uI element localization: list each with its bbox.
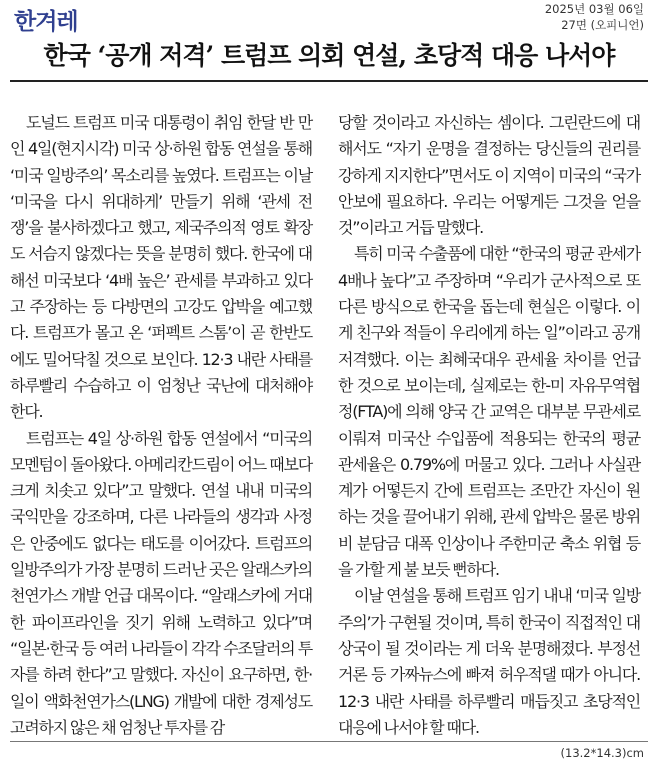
clipping-size: (13.2*14.3)cm [560, 746, 644, 760]
page-header [0, 0, 658, 34]
article-column-right [338, 110, 640, 741]
paragraph: 당할 것이라고 자신하는 셈이다. 그린란드에 대해서도 “자기 운명을 결정하는 당신들의 권리를 강하게 지지한다”면서도 이 지역이 미국의 “국가 안보에 필요하다. 우리는 어떻게든 그것을 얻을 것”이라고 거듭 말했다. [338, 113, 640, 238]
newspaper-logo: 한겨레 [14, 9, 78, 35]
issue-date: 2025년 03월 06일 [544, 2, 644, 16]
editorial-headline: 한국 ‘공개 저격’ 트럼프 의회 연설, 초당적 대응 나서야 [43, 41, 615, 70]
paragraph: 특히 미국 수출품에 대한 “한국의 평균 관세가 4배나 높다”고 주장하며 “우리가 군사적으로 또 다른 방식으로 한국을 돕는데 현실은 이렇다. 이게 친구와 적들이 우리에게 하는 일”이라고 공개 저격했다. 이는 최혜국대우 관세율 차이를 언급한 것으로 보이는데, 실제로는 한-미 자유무역협정(FTA)에 의해 양국 간 교역은 대부분 무관세로 이뤄져 미국산 수입품에 적용되는 한국의 평균 관세율은 0.79%에 머물고 있다. 그러나 사실관계가 어떻든지 간에 트럼프는 조만간 자신이 원하는 것을 끌어내기 위해, 관세 압박은 물론 방위비 분담금 대폭 인상이나 주한미군 축소 위협 등을 가할 게 불 보듯 뻔하다. [338, 244, 640, 580]
paragraph: 이날 연설을 통해 트럼프 임기 내내 ‘미국 일방주의’가 구현될 것이며, 특히 한국이 직접적인 대상국이 될 것이라는 게 더욱 분명해졌다. 부정선거론 등 가짜뉴스에 빠져 허우적댈 때가 아니다. 12·3 내란 사태를 하루빨리 매듭짓고 초당적인 대응에 나서야 할 때다. [338, 586, 640, 737]
headline-divider [10, 80, 648, 82]
issue-meta [545, 1, 644, 33]
paragraph: 도널드 트럼프 미국 대통령이 취임 한달 반 만인 4일(현지시각) 미국 상·하원 합동 연설을 통해 ‘미국 일방주의’ 목소리를 높였다. 트럼프는 이날 ‘미국을 다시 위대하게’ 만들기 위해 ‘관세 전쟁’을 불사하겠다고 했고, 제국주의적 영토 확장도 서슴지 않겠다는 뜻을 분명히 했다. 한국에 대해선 미국보다 ‘4배 높은’ 관세를 부과하고 있다고 주장하는 등 다방면의 고강도 압박을 예고했다. 트럼프가 몰고 온 ‘퍼펙트 스톰’이 곧 한반도에도 밀어닥칠 것으로 보인다. 12·3 내란 사태를 하루빨리 수습하고 이 엄청난 국난에 대처해야 한다. [10, 113, 312, 422]
article-column-left [10, 110, 312, 741]
footer-divider [10, 741, 648, 742]
paragraph: 트럼프는 4일 상·하원 합동 연설에서 “미국의 모멘텀이 돌아왔다. 아메리칸드림이 어느 때보다 크게 치솟고 있다”고 말했다. 연설 내내 미국의 국익만을 강조하며, 다른 나라들의 생각과 사정은 안중에도 없다는 태도를 이어갔다. 트럼프의 일방주의가 가장 분명히 드러난 곳은 알래스카의 천연가스 개발 언급 대목이다. “알래스카에 거대한 파이프라인을 짓기 위해 노력하고 있다”며 “일본·한국 등 여러 나라들이 각각 수조달러의 투자를 하려 한다”고 말했다. 자신이 요구하면, 한·일이 액화천연가스(LNG) 개발에 대한 경제성도 고려하지 않은 채 엄청난 투자를 감 [10, 428, 312, 737]
issue-section: 27면 (오피니언) [561, 18, 644, 32]
